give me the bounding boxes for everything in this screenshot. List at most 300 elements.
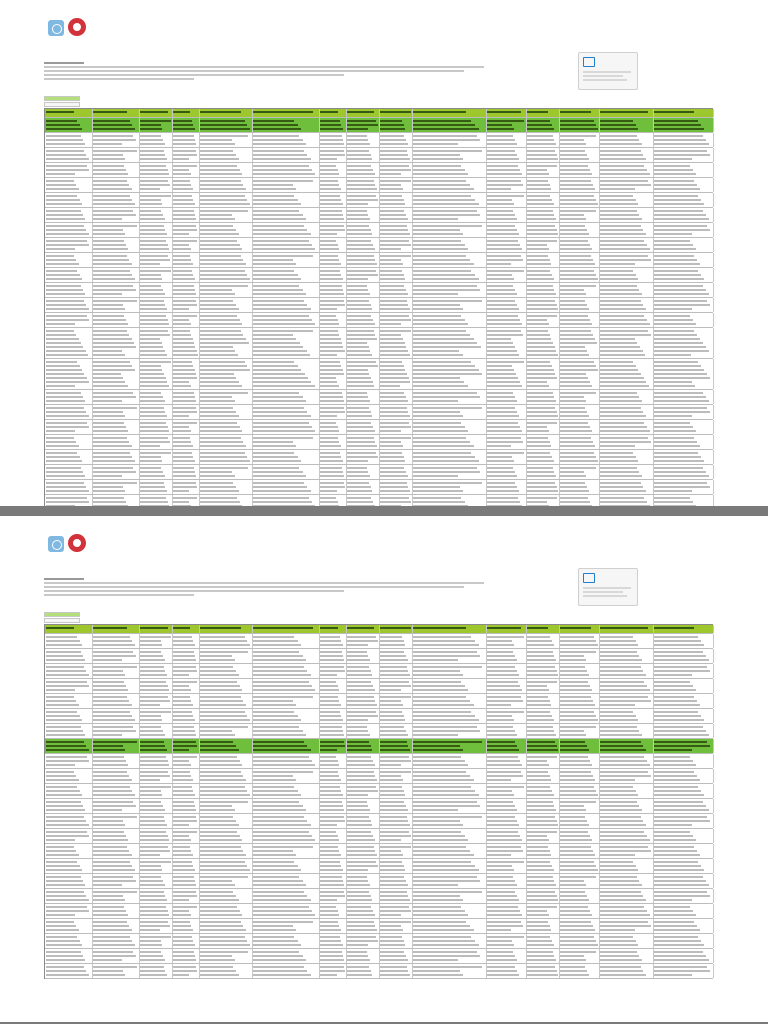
table-cell xyxy=(412,148,486,162)
table-cell xyxy=(252,919,320,933)
table-cell xyxy=(172,799,200,813)
table-cell xyxy=(172,889,200,903)
table-cell xyxy=(92,313,140,327)
table-cell xyxy=(599,268,653,282)
table-cell xyxy=(45,754,93,768)
table-cell xyxy=(559,949,600,963)
table-cell xyxy=(172,298,200,312)
table-cell xyxy=(92,435,140,449)
legend-swatch xyxy=(44,96,80,101)
table-cell xyxy=(653,754,714,768)
header-cell xyxy=(139,625,173,633)
table-cell xyxy=(346,934,380,948)
table-cell xyxy=(199,799,253,813)
table-cell xyxy=(379,193,413,207)
table-cell xyxy=(92,480,140,494)
table-cell xyxy=(379,178,413,192)
table-cell xyxy=(92,769,140,783)
table-cell xyxy=(559,118,600,132)
table-cell xyxy=(486,298,527,312)
table-cell xyxy=(412,163,486,177)
table-row xyxy=(45,420,713,435)
table-cell xyxy=(199,118,253,132)
table-row xyxy=(45,694,713,709)
table-cell xyxy=(599,253,653,267)
header-cell xyxy=(172,109,200,117)
table-cell xyxy=(412,313,486,327)
table-cell xyxy=(559,904,600,918)
table-cell xyxy=(92,268,140,282)
table-cell xyxy=(139,874,173,888)
table-cell xyxy=(379,904,413,918)
table-cell xyxy=(412,829,486,843)
table-cell xyxy=(599,193,653,207)
table-cell xyxy=(319,679,347,693)
table-cell xyxy=(172,949,200,963)
table-cell xyxy=(199,739,253,753)
table-cell xyxy=(653,328,714,358)
table-cell xyxy=(599,664,653,678)
table-cell xyxy=(653,298,714,312)
table-cell xyxy=(412,679,486,693)
table-cell xyxy=(139,904,173,918)
table-cell xyxy=(319,253,347,267)
legend-swatch xyxy=(44,618,80,623)
table-cell xyxy=(559,465,600,479)
table-cell xyxy=(486,253,527,267)
table-cell xyxy=(92,709,140,723)
table-cell xyxy=(412,238,486,252)
table-cell xyxy=(599,874,653,888)
table-row xyxy=(45,724,713,739)
table-cell xyxy=(252,949,320,963)
table-cell xyxy=(526,313,560,327)
table-cell xyxy=(45,133,93,147)
table-cell xyxy=(526,253,560,267)
table-cell xyxy=(412,328,486,358)
table-cell xyxy=(653,664,714,678)
table-cell xyxy=(346,238,380,252)
table-cell xyxy=(172,784,200,798)
table-cell xyxy=(199,193,253,207)
table-cell xyxy=(526,420,560,434)
table-cell xyxy=(559,874,600,888)
table-cell xyxy=(199,178,253,192)
table-cell xyxy=(346,724,380,738)
header-cell xyxy=(599,625,653,633)
table-cell xyxy=(92,283,140,297)
table-cell xyxy=(486,889,527,903)
table-cell xyxy=(92,649,140,663)
table-cell xyxy=(172,435,200,449)
table-cell xyxy=(346,964,380,978)
table-cell xyxy=(199,420,253,434)
table-cell xyxy=(599,313,653,327)
table-cell xyxy=(379,118,413,132)
table-cell xyxy=(599,359,653,389)
table-cell xyxy=(172,328,200,358)
table-cell xyxy=(526,934,560,948)
table-cell xyxy=(526,495,560,506)
table-cell xyxy=(379,724,413,738)
table-cell xyxy=(199,814,253,828)
table-cell xyxy=(526,178,560,192)
table-cell xyxy=(319,420,347,434)
table-cell xyxy=(139,163,173,177)
table-cell xyxy=(172,148,200,162)
table-cell xyxy=(599,480,653,494)
table-cell xyxy=(45,634,93,648)
table-cell xyxy=(486,283,527,297)
table-cell xyxy=(92,634,140,648)
table-cell xyxy=(412,919,486,933)
provider-logo xyxy=(48,20,64,36)
table-header-row xyxy=(45,625,713,634)
table-cell xyxy=(379,679,413,693)
table-cell xyxy=(526,390,560,404)
table-cell xyxy=(599,450,653,464)
table-cell xyxy=(486,724,527,738)
table-cell xyxy=(199,163,253,177)
table-cell xyxy=(599,238,653,252)
table-cell xyxy=(252,784,320,798)
table-cell xyxy=(412,495,486,506)
table-cell xyxy=(319,480,347,494)
header-cell xyxy=(412,109,486,117)
table-cell xyxy=(379,799,413,813)
table-cell xyxy=(599,799,653,813)
table-cell xyxy=(559,799,600,813)
table-cell xyxy=(526,769,560,783)
table-cell xyxy=(412,889,486,903)
table-cell xyxy=(92,934,140,948)
table-cell xyxy=(559,664,600,678)
table-cell xyxy=(45,390,93,404)
table-cell xyxy=(379,769,413,783)
table-row xyxy=(45,178,713,193)
table-cell xyxy=(319,435,347,449)
table-cell xyxy=(319,359,347,389)
table-row xyxy=(45,133,713,148)
table-cell xyxy=(346,435,380,449)
table-cell xyxy=(139,649,173,663)
table-cell xyxy=(346,694,380,708)
table-cell xyxy=(172,649,200,663)
header-cell xyxy=(92,109,140,117)
table-cell xyxy=(172,724,200,738)
table-cell xyxy=(172,709,200,723)
table-cell xyxy=(599,420,653,434)
table-cell xyxy=(599,328,653,358)
table-row xyxy=(45,904,713,919)
table-cell xyxy=(45,814,93,828)
header-cell xyxy=(486,625,527,633)
table-cell xyxy=(172,359,200,389)
table-cell xyxy=(346,649,380,663)
table-cell xyxy=(172,450,200,464)
table-cell xyxy=(199,480,253,494)
table-cell xyxy=(199,694,253,708)
table-cell xyxy=(199,919,253,933)
table-cell xyxy=(139,844,173,858)
table-cell xyxy=(559,133,600,147)
table-cell xyxy=(45,664,93,678)
table-cell xyxy=(92,178,140,192)
table-cell xyxy=(92,949,140,963)
table-cell xyxy=(139,769,173,783)
table-cell xyxy=(139,178,173,192)
table-cell xyxy=(45,450,93,464)
table-cell xyxy=(599,679,653,693)
table-cell xyxy=(526,919,560,933)
table-cell xyxy=(346,739,380,753)
table-cell xyxy=(92,874,140,888)
table-cell xyxy=(653,208,714,222)
table-cell xyxy=(412,390,486,404)
table-cell xyxy=(92,238,140,252)
header-cell xyxy=(319,625,347,633)
table-cell xyxy=(252,450,320,464)
table-cell xyxy=(559,163,600,177)
table-cell xyxy=(486,435,527,449)
table-cell xyxy=(653,465,714,479)
table-cell xyxy=(412,253,486,267)
table-cell xyxy=(199,754,253,768)
table-cell xyxy=(346,859,380,873)
table-cell xyxy=(346,390,380,404)
table-cell xyxy=(319,964,347,978)
table-cell xyxy=(526,298,560,312)
table-cell xyxy=(319,949,347,963)
table-cell xyxy=(172,814,200,828)
table-cell xyxy=(319,919,347,933)
table-cell xyxy=(486,465,527,479)
table-cell xyxy=(526,118,560,132)
table-cell xyxy=(486,679,527,693)
table-cell xyxy=(486,208,527,222)
table-cell xyxy=(199,844,253,858)
table-cell xyxy=(526,359,560,389)
table-cell xyxy=(486,664,527,678)
table-cell xyxy=(172,465,200,479)
table-cell xyxy=(45,435,93,449)
table-cell xyxy=(526,814,560,828)
table-cell xyxy=(412,298,486,312)
table-cell xyxy=(45,193,93,207)
table-cell xyxy=(45,465,93,479)
table-cell xyxy=(526,724,560,738)
table-cell xyxy=(199,634,253,648)
table-cell xyxy=(172,874,200,888)
table-cell xyxy=(526,405,560,419)
table-cell xyxy=(526,889,560,903)
table-cell xyxy=(653,405,714,419)
table-cell xyxy=(319,649,347,663)
legend-row-closure xyxy=(44,618,116,623)
table-cell xyxy=(599,919,653,933)
table-cell xyxy=(346,283,380,297)
table-row xyxy=(45,709,713,724)
table-cell xyxy=(139,450,173,464)
table-cell xyxy=(139,859,173,873)
table-cell xyxy=(599,495,653,506)
table-cell xyxy=(92,889,140,903)
table-cell xyxy=(379,283,413,297)
table-cell xyxy=(346,634,380,648)
table-row xyxy=(45,163,713,178)
table-cell xyxy=(653,283,714,297)
table-cell xyxy=(379,163,413,177)
table-cell xyxy=(599,709,653,723)
table-cell xyxy=(45,313,93,327)
table-cell xyxy=(379,298,413,312)
table-cell xyxy=(559,495,600,506)
table-cell xyxy=(139,465,173,479)
table-cell xyxy=(45,480,93,494)
header-cell xyxy=(599,109,653,117)
table-cell xyxy=(319,465,347,479)
header-cell xyxy=(526,625,560,633)
table-cell xyxy=(412,964,486,978)
table-cell xyxy=(379,919,413,933)
table-cell xyxy=(346,480,380,494)
table-cell xyxy=(172,253,200,267)
table-cell xyxy=(92,118,140,132)
table-row xyxy=(45,223,713,238)
table-cell xyxy=(45,649,93,663)
table-cell xyxy=(412,784,486,798)
table-cell xyxy=(599,859,653,873)
table-cell xyxy=(379,694,413,708)
table-cell xyxy=(486,964,527,978)
table-cell xyxy=(172,420,200,434)
table-cell xyxy=(199,238,253,252)
table-cell xyxy=(319,844,347,858)
table-cell xyxy=(559,253,600,267)
table-cell xyxy=(346,754,380,768)
table-cell xyxy=(653,649,714,663)
table-cell xyxy=(92,724,140,738)
table-cell xyxy=(346,799,380,813)
table-cell xyxy=(486,844,527,858)
table-cell xyxy=(199,664,253,678)
header-cell xyxy=(45,625,93,633)
table-cell xyxy=(139,495,173,506)
table-cell xyxy=(199,709,253,723)
table-cell xyxy=(319,193,347,207)
table-cell xyxy=(45,208,93,222)
table-cell xyxy=(172,193,200,207)
table-cell xyxy=(486,118,527,132)
table-cell xyxy=(139,829,173,843)
table-cell xyxy=(599,435,653,449)
table-cell xyxy=(653,178,714,192)
table-cell xyxy=(559,328,600,358)
table-cell xyxy=(346,328,380,358)
table-row xyxy=(45,313,713,328)
table-cell xyxy=(199,904,253,918)
table-cell xyxy=(252,844,320,858)
table-row xyxy=(45,495,713,506)
table-cell xyxy=(319,178,347,192)
table-cell xyxy=(92,739,140,753)
table-cell xyxy=(412,724,486,738)
table-cell xyxy=(559,238,600,252)
table-cell xyxy=(653,313,714,327)
table-cell xyxy=(199,313,253,327)
table-cell xyxy=(379,844,413,858)
table-cell xyxy=(199,874,253,888)
table-cell xyxy=(653,799,714,813)
table-cell xyxy=(559,754,600,768)
table-cell xyxy=(379,664,413,678)
table-cell xyxy=(526,328,560,358)
table-cell xyxy=(92,799,140,813)
table-cell xyxy=(412,649,486,663)
table-cell xyxy=(172,664,200,678)
table-cell xyxy=(526,480,560,494)
table-cell xyxy=(653,874,714,888)
table-cell xyxy=(92,754,140,768)
table-cell xyxy=(252,223,320,237)
table-cell xyxy=(346,904,380,918)
table-cell xyxy=(346,874,380,888)
table-cell xyxy=(653,480,714,494)
table-cell xyxy=(379,359,413,389)
table-row xyxy=(45,405,713,420)
table-cell xyxy=(559,784,600,798)
table-cell xyxy=(599,283,653,297)
table-cell xyxy=(559,283,600,297)
table-cell xyxy=(559,193,600,207)
table-cell xyxy=(139,328,173,358)
table-cell xyxy=(412,934,486,948)
table-cell xyxy=(92,784,140,798)
table-cell xyxy=(319,238,347,252)
table-cell xyxy=(139,814,173,828)
header-cell xyxy=(92,625,140,633)
table-cell xyxy=(599,163,653,177)
table-cell xyxy=(252,193,320,207)
table-cell xyxy=(486,268,527,282)
table-cell xyxy=(412,844,486,858)
table-cell xyxy=(599,784,653,798)
table-row xyxy=(45,754,713,769)
table-cell xyxy=(526,649,560,663)
table-cell xyxy=(486,133,527,147)
table-cell xyxy=(599,390,653,404)
table-cell xyxy=(346,253,380,267)
table-cell xyxy=(319,298,347,312)
table-cell xyxy=(599,934,653,948)
table-cell xyxy=(653,435,714,449)
table-row xyxy=(45,359,713,390)
table-cell xyxy=(486,193,527,207)
table-cell xyxy=(346,359,380,389)
table-cell xyxy=(319,799,347,813)
table-cell xyxy=(139,784,173,798)
table-cell xyxy=(486,904,527,918)
table-cell xyxy=(379,268,413,282)
network-card-image xyxy=(578,568,638,606)
table-row xyxy=(45,208,713,223)
table-cell xyxy=(653,829,714,843)
table-cell xyxy=(252,859,320,873)
table-cell xyxy=(252,739,320,753)
table-cell xyxy=(319,634,347,648)
table-cell xyxy=(252,694,320,708)
table-cell xyxy=(653,450,714,464)
